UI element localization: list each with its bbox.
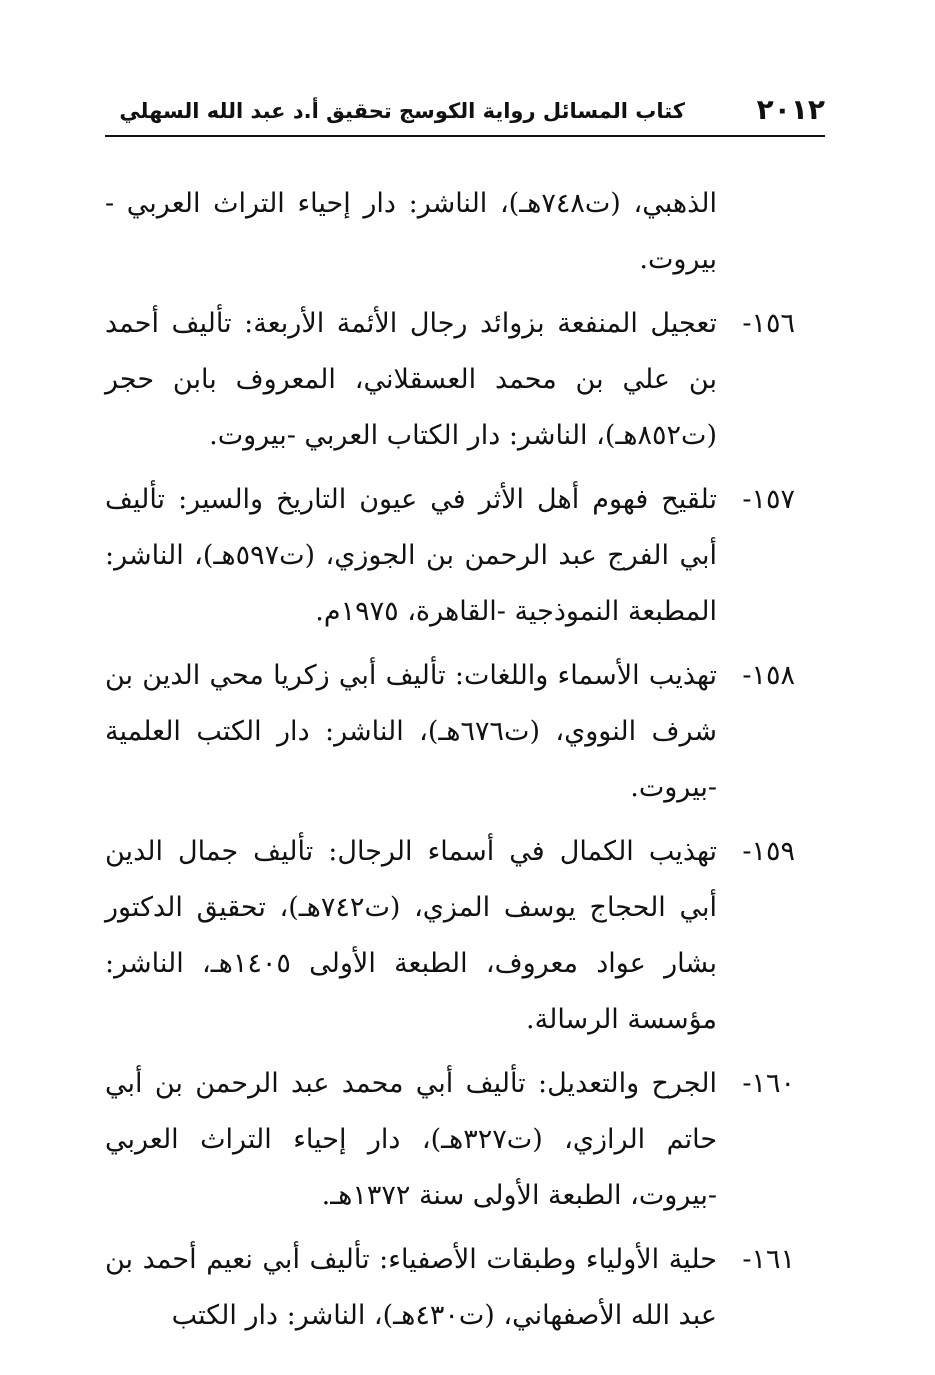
list-item: [105, 824, 795, 1048]
header-rule: [105, 135, 825, 137]
entry-text: الجرح والتعديل: تأليف أبي محمد عبد الرحمن بن أبي حاتم الرازي، (ت٣٢٧هـ)، دار إحياء التراث العربي -بيروت، الطبعة الأولى سنة ١٣٧٢هـ.: [105, 1068, 718, 1211]
page-number: ٢٠١٢: [756, 93, 825, 126]
entry-number: ١٦٠-: [742, 1068, 795, 1099]
entry-text: تهذيب الأسماء واللغات: تأليف أبي زكريا محي الدين بن شرف النووي، (ت٦٧٦هـ)، الناشر: دار الكتب العلمية -بيروت.: [105, 660, 718, 803]
entry-text: حلية الأولياء وطبقات الأصفياء: تأليف أبي نعيم أحمد بن عبد الله الأصفهاني، (ت٤٣٠هـ)، الناشر: دار الكتب: [105, 1244, 717, 1331]
entry-text: تلقيح فهوم أهل الأثر في عيون التاريخ والسير: تأليف أبي الفرج عبد الرحمن بن الجوزي، (ت٥٩٧هـ)، الناشر: المطبعة النموذجية -القاهرة، ١٩٧٥م.: [105, 484, 717, 627]
entry-number: ١٥٧-: [742, 484, 795, 515]
entry-number: ١٥٨-: [742, 660, 795, 691]
bibliography-list: [105, 176, 795, 1352]
entry-text: تعجيل المنفعة بزوائد رجال الأئمة الأربعة: تأليف أحمد بن علي بن محمد العسقلاني، المعروف بابن حجر (ت٨٥٢هـ)، الناشر: دار الكتاب العربي -بيروت.: [105, 308, 717, 451]
list-item: [105, 1232, 795, 1344]
entry-number: ١٦١-: [742, 1244, 795, 1275]
entry-text: تهذيب الكمال في أسماء الرجال: تأليف جمال الدين أبي الحجاج يوسف المزي، (ت٧٤٢هـ)، تحقيق الدكتور بشار عواد معروف، الطبعة الأولى ١٤٠٥هـ، الناشر: مؤسسة الرسالة.: [105, 836, 717, 1035]
list-item: [105, 648, 795, 816]
running-title: كتاب المسائل رواية الكوسج تحقيق أ.د عبد الله السهلي: [119, 99, 685, 123]
entry-number: ١٥٩-: [742, 836, 795, 867]
list-item: [105, 296, 795, 464]
page-header: [105, 90, 825, 134]
list-item: [105, 1056, 795, 1224]
list-item-continuation: [105, 176, 795, 288]
entry-text: الذهبي، (ت٧٤٨هـ)، الناشر: دار إحياء التراث العربي - بيروت.: [105, 188, 718, 275]
list-item: [105, 472, 795, 640]
entry-number: ١٥٦-: [742, 308, 795, 339]
